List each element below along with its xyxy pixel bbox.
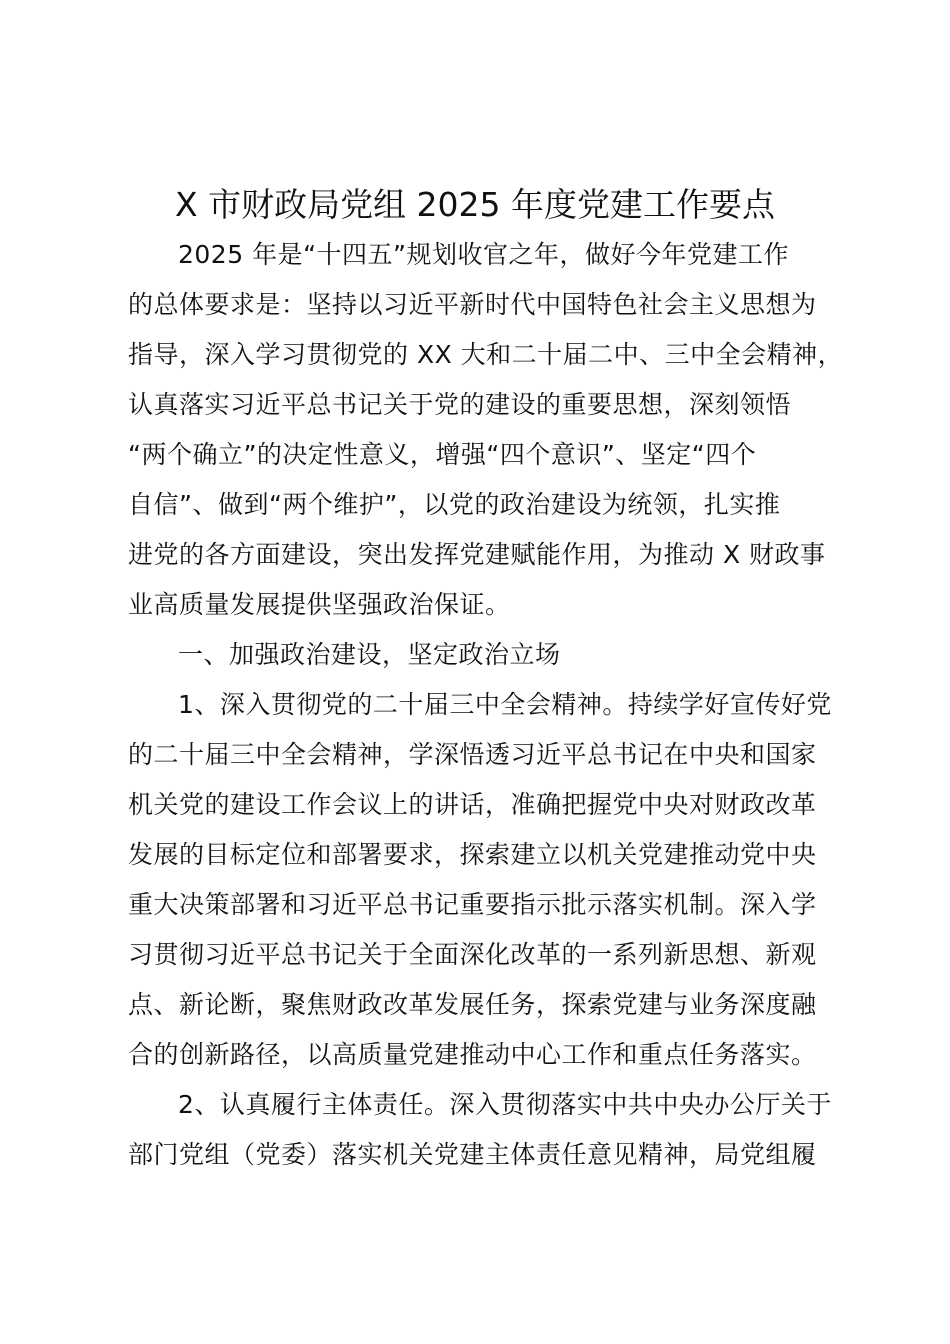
paragraph-line: 进党的各方面建设，突出发挥党建赋能作用，为推动 X 财政事 bbox=[128, 540, 826, 569]
section-heading: 一、加强政治建设，坚定政治立场 bbox=[178, 640, 561, 669]
paragraph-line: 指导，深入学习贯彻党的 XX 大和二十届二中、三中全会精神， bbox=[128, 340, 844, 369]
paragraph-line: 部门党组（党委）落实机关党建主体责任意见精神，局党组履 bbox=[128, 1140, 817, 1169]
paragraph-line: 习贯彻习近平总书记关于全面深化改革的一系列新思想、新观 bbox=[128, 940, 817, 969]
paragraph-line: 点、新论断，聚焦财政改革发展任务，探索党建与业务深度融 bbox=[128, 990, 817, 1019]
paragraph-line: 认真落实习近平总书记关于党的建设的重要思想，深刻领悟 bbox=[128, 390, 792, 419]
paragraph-line: 合的创新路径，以高质量党建推动中心工作和重点任务落实。 bbox=[128, 1040, 817, 1069]
paragraph-line: 的二十届三中全会精神，学深悟透习近平总书记在中央和国家 bbox=[128, 740, 817, 769]
paragraph-line: 业高质量发展提供坚强政治保证。 bbox=[128, 590, 511, 619]
paragraph-line: 2、认真履行主体责任。深入贯彻落实中共中央办公厅关于 bbox=[178, 1090, 832, 1119]
paragraph-line: 自信”、做到“两个维护”，以党的政治建设为统领，扎实推 bbox=[128, 490, 781, 519]
paragraph-line: “两个确立”的决定性意义，增强“四个意识”、坚定“四个 bbox=[128, 440, 757, 469]
paragraph-line: 发展的目标定位和部署要求，探索建立以机关党建推动党中央 bbox=[128, 840, 817, 869]
paragraph-line: 1、深入贯彻党的二十届三中全会精神。持续学好宣传好党 bbox=[178, 690, 832, 719]
paragraph-line: 2025 年是“十四五”规划收官之年，做好今年党建工作 bbox=[178, 240, 789, 269]
paragraph-line: 重大决策部署和习近平总书记重要指示批示落实机制。深入学 bbox=[128, 890, 817, 919]
paragraph-line: 的总体要求是：坚持以习近平新时代中国特色社会主义思想为 bbox=[128, 290, 817, 319]
document-title: X 市财政局党组 2025 年度党建工作要点 bbox=[174, 185, 776, 224]
paragraph-line: 机关党的建设工作会议上的讲话，准确把握党中央对财政改革 bbox=[128, 790, 817, 819]
